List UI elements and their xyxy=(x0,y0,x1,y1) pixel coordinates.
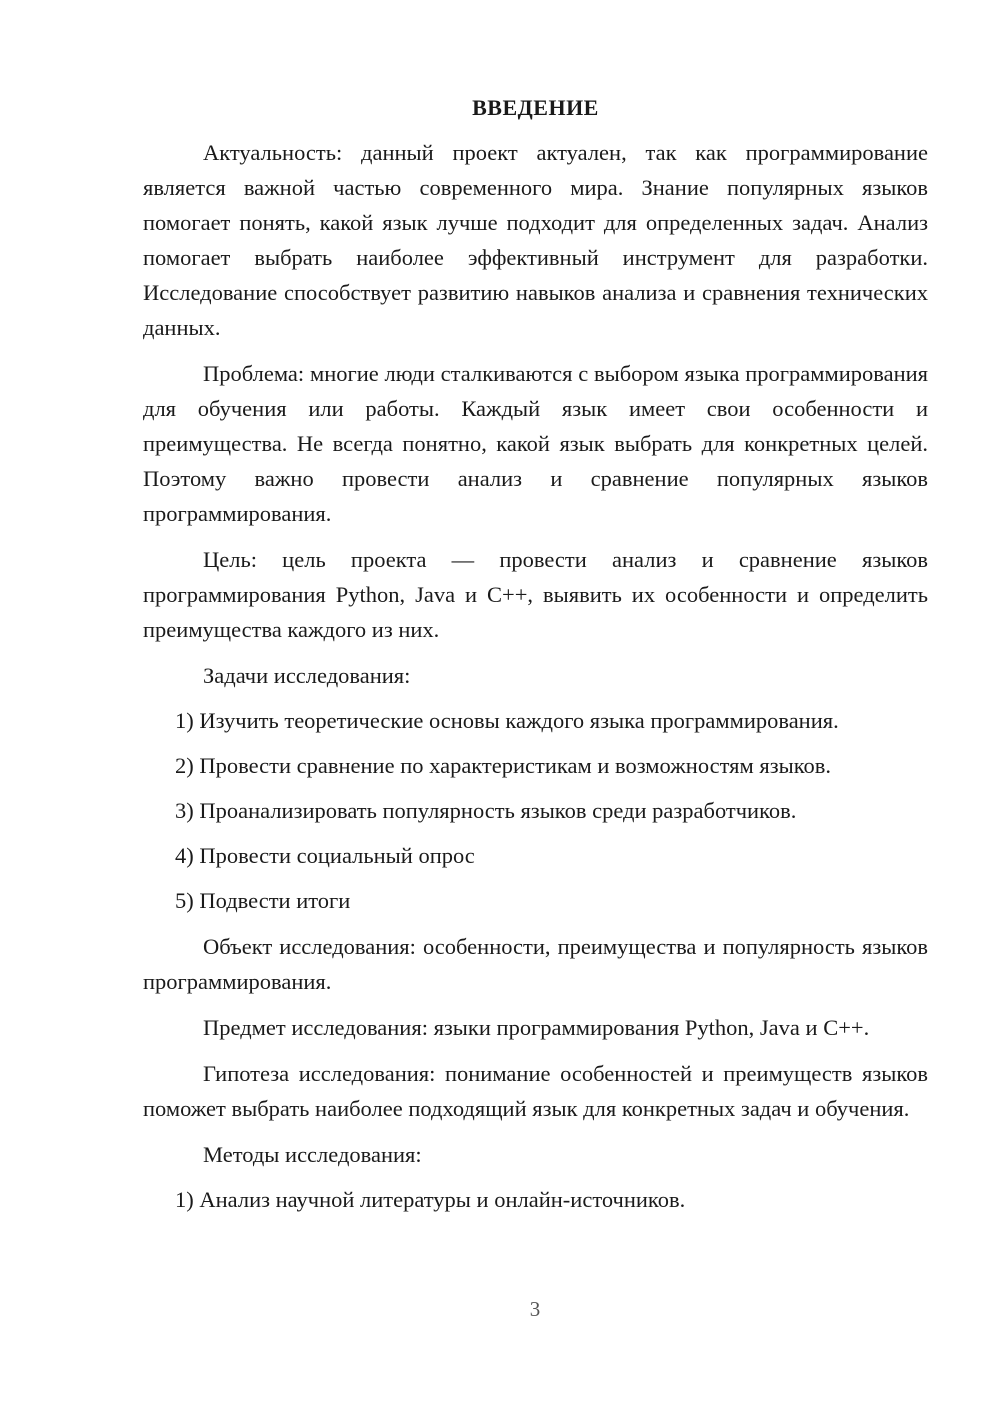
task-item-4: 4) Провести социальный опрос xyxy=(175,843,475,868)
relevance-paragraph: Актуальность: данный проект актуален, так как программирование является важной частью современного мира. Знание популярных языков помогает понять, какой язык лучше подходит для определенных задач. Анализ помогает выбрать наиболее эффективный инструмент для разработки. Исследование способствует развитию навыков анализа и сравнения технических данных. xyxy=(143,140,928,340)
task-item-5: 5) Подвести итоги xyxy=(175,888,351,913)
page-title: ВВЕДЕНИЕ xyxy=(472,95,599,120)
task-item-1: 1) Изучить теоретические основы каждого языка программирования. xyxy=(175,708,839,733)
methods-heading: Методы исследования: xyxy=(203,1142,422,1167)
method-item-1: 1) Анализ научной литературы и онлайн-источников. xyxy=(175,1187,686,1212)
object-paragraph: Объект исследования: особенности, преимущества и популярность языков программирования. xyxy=(143,934,928,994)
hypothesis-paragraph: Гипотеза исследования: понимание особенностей и преимуществ языков поможет выбрать наиболее подходящий язык для конкретных задач и обучения. xyxy=(143,1061,928,1121)
task-item-2: 2) Провести сравнение по характеристикам и возможностям языков. xyxy=(175,753,832,778)
task-item-3: 3) Проанализировать популярность языков среди разработчиков. xyxy=(175,798,797,823)
page-content xyxy=(143,90,928,1217)
problem-paragraph: Проблема: многие люди сталкиваются с выбором языка программирования для обучения или работы. Каждый язык имеет свои особенности и преимущества. Не всегда понятно, какой язык выбрать для конкретных целей. Поэтому важно провести анализ и сравнение популярных языков программирования. xyxy=(143,361,928,526)
goal-paragraph: Цель: цель проекта — провести анализ и сравнение языков программирования Python, Java и C++, выявить их особенности и определить преимущества каждого из них. xyxy=(143,547,928,642)
page-number: 3 xyxy=(529,1297,541,1321)
subject-paragraph: Предмет исследования: языки программирования Python, Java и C++. xyxy=(203,1015,870,1040)
tasks-heading: Задачи исследования: xyxy=(203,663,411,688)
